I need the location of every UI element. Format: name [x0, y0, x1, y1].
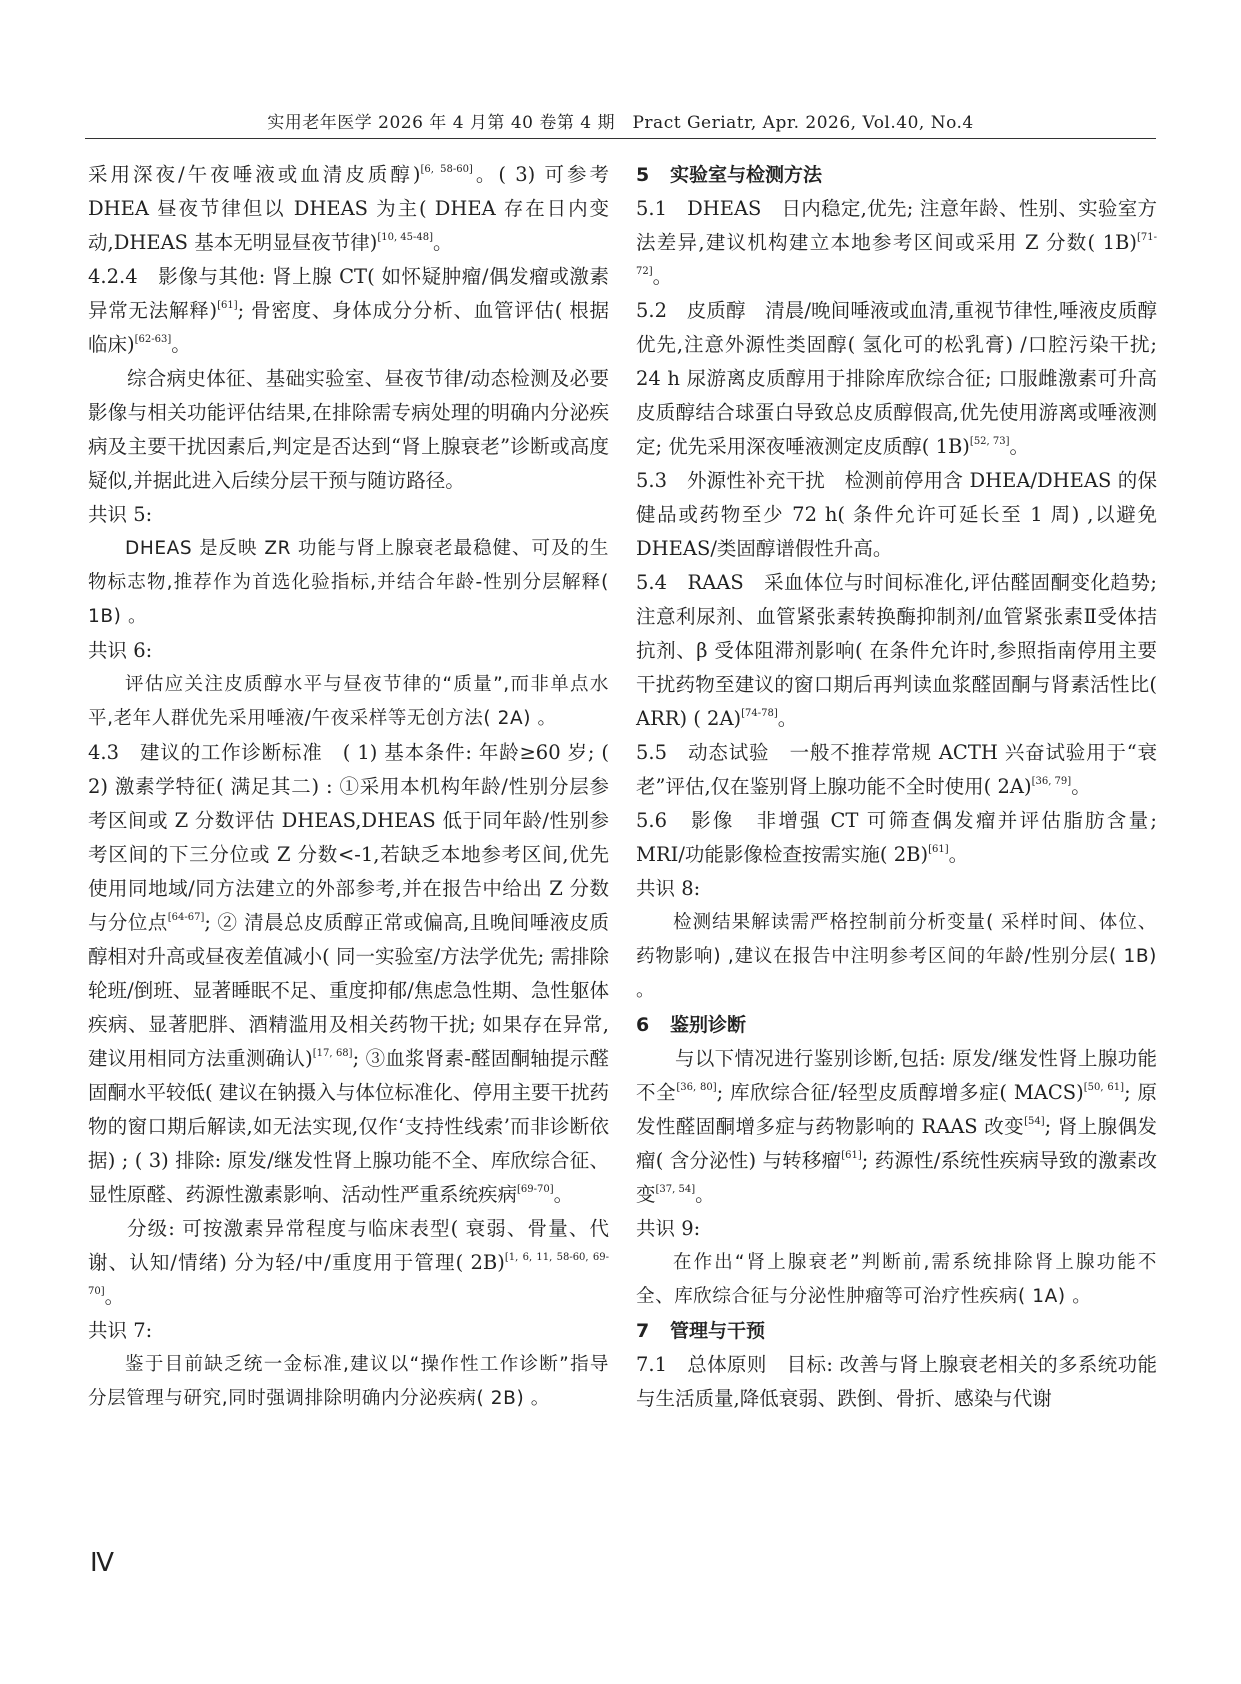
right-column — [636, 158, 1157, 1416]
citation: [52, 73] — [969, 436, 1010, 447]
subsection-heading: 5.2 皮质醇 — [636, 299, 766, 322]
citation: [1, 6, 11, 58-60, 69-70] — [88, 1252, 609, 1297]
paragraph-5-4: 5.4 RAAS 采血体位与时间标准化,评估醛固酮变化趋势; 注意利尿剂、血管紧张素转换酶抑制剂/血管紧张素Ⅱ受体拮抗剂、β 受体阻滞剂影响( 在条件允许时,参照指南停用主要干扰药物至建议的窗口期后再判读血浆醛固酮与肾素活性比( ARR) ( 2A)[74-78]。 — [636, 571, 1157, 730]
citation: [17, 68] — [312, 1048, 353, 1059]
subsection-heading: 5.6 影像 — [636, 809, 757, 832]
consensus-9-label: 共识 9: — [636, 1217, 701, 1240]
paragraph-7-1: 7.1 总体原则 目标: 改善与肾上腺衰老相关的多系统功能与生活质量,降低衰弱、跌倒、骨折、感染与代谢 — [636, 1353, 1157, 1410]
consensus-6-text: 评估应关注皮质醇水平与昼夜节律的“质量”,而非单点水平,老年人群优先采用唾液/午夜采样等无创方法( 2A) 。 — [88, 674, 609, 729]
paragraph-4-2-4: 4.2.4 影像与其他: 肾上腺 CT( 如怀疑肿瘤/偶发瘤或激素异常无法解释)[61]; 骨密度、身体成分分析、血管评估( 根据临床)[62-63]。 — [88, 265, 610, 356]
subsection-heading: 5.4 RAAS — [636, 571, 765, 594]
subsection-heading: 4.2.4 影像与其他: — [88, 265, 273, 288]
subsection-heading: 5.3 外源性补充干扰 — [636, 469, 845, 492]
citation: [50, 61] — [1083, 1082, 1125, 1093]
section-7-heading: 7 管理与干预 — [636, 1320, 766, 1342]
paragraph-continuation: 采用深夜/午夜唾液或血清皮质醇)[6, 58-60]。( 3) 可参考 DHEA 昼夜节律但以 DHEAS 为主( DHEA 存在日内变动,DHEAS 基本无明显昼夜节律)[10, 45-48]。 — [88, 163, 609, 254]
citation: [69-70] — [517, 1184, 554, 1195]
citation: [71-72] — [636, 232, 1157, 277]
citation: [74-78] — [741, 708, 778, 719]
paragraph-5-2: 5.2 皮质醇 清晨/晚间唾液或血清,重视节律性,唾液皮质醇优先,注意外源性类固醇( 氢化可的松乳膏) /口腔污染干扰; 24 h 尿游离皮质醇用于排除库欣综合征; 口服雌激素可升高皮质醇结合球蛋白导致总皮质醇假高,优先使用游离或唾液测定; 优先采用深夜唾液测定皮质醇( 1B)[52, 73]。 — [636, 299, 1158, 458]
paragraph-5-5: 5.5 动态试验 一般不推荐常规 ACTH 兴奋试验用于“衰老”评估,仅在鉴别肾上腺功能不全时使用( 2A)[36, 79]。 — [636, 741, 1157, 798]
citation: [54] — [1024, 1116, 1045, 1127]
consensus-7-label: 共识 7: — [88, 1319, 153, 1342]
consensus-6-label: 共识 6: — [88, 639, 153, 662]
consensus-5-label: 共识 5: — [88, 503, 153, 526]
section-6-heading: 6 鉴别诊断 — [636, 1014, 747, 1036]
consensus-5-text: DHEAS 是反映 ZR 功能与肾上腺衰老最稳健、可及的生物标志物,推荐作为首选化验指标,并结合年龄-性别分层解释( 1B) 。 — [88, 538, 609, 627]
header-rule — [85, 138, 1156, 139]
running-header: 实用老年医学 2026 年 4 月第 40 卷第 4 期 Pract Geriatr, Apr. 2026, Vol.40, No.4 — [267, 113, 974, 133]
citation: [61] — [217, 300, 238, 311]
consensus-7-text: 鉴于目前缺乏统一金标准,建议以“操作性工作诊断”指导分层管理与研究,同时强调排除明确内分泌疾病( 2B) 。 — [88, 1354, 609, 1409]
subsection-heading: 5.5 动态试验 — [636, 741, 790, 764]
citation: [36, 79] — [1031, 776, 1072, 787]
page-number: Ⅳ — [90, 1548, 114, 1577]
citation: [62-63] — [134, 334, 172, 345]
citation: [61] — [928, 844, 949, 855]
citation: [10, 45-48] — [377, 232, 434, 243]
paragraph-5-3: 5.3 外源性补充干扰 检测前停用含 DHEA/DHEAS 的保健品或药物至少 72 h( 条件允许可延长至 1 周) ,以避免 DHEAS/类固醇谱假性升高。 — [636, 469, 1157, 560]
left-column — [88, 158, 609, 1416]
paragraph-4-3: 4.3 建议的工作诊断标准 ( 1) 基本条件: 年龄≥60 岁; ( 2) 激素学特征( 满足其二) : ①采用本机构年龄/性别分层参考区间或 Z 分数评估 DHEAS,DHEAS 低于同年龄/性别参考区间的下三分位或 Z 分数<-1,若缺乏本地参考区间,优先使用同地域/同方法建立的外部参考,并在报告中给出 Z 分数与分位点[64-67]; ② 清晨总皮质醇正常或偏高,且晚间唾液皮质醇相对升高或昼夜差值减小( 同一实验室/方法学优先; 需排除轮班/倒班、显著睡眠不足、重度抑郁/焦虑急性期、急性躯体疾病、显著肥胖、酒精滥用及相关药物干扰; 如果存在异常,建议用相同方法重测确认)[17, 68]; ③血浆肾素-醛固酮轴提示醛固酮水平较低( 建议在钠摄入与体位标准化、停用主要干扰药物的窗口期后解读,如无法实现,仅作‘支持性线索’而非诊断依据) ; ( 3) 排除: 原发/继发性肾上腺功能不全、库欣综合征、显性原醛、药源性激素影响、活动性严重系统疾病[69-70]。 — [88, 741, 610, 1206]
subsection-heading: 5.1 DHEAS — [636, 197, 782, 220]
citation: [61] — [841, 1150, 862, 1161]
paragraph-5-1: 5.1 DHEAS 日内稳定,优先; 注意年龄、性别、实验室方法差异,建议机构建立本地参考区间或采用 Z 分数( 1B)[71-72]。 — [636, 197, 1158, 288]
subsection-heading: 4.3 建议的工作诊断标准 — [88, 741, 343, 764]
consensus-9-text: 在作出“肾上腺衰老”判断前,需系统排除肾上腺功能不全、库欣综合征与分泌性肿瘤等可治疗性疾病( 1A) 。 — [636, 1252, 1157, 1307]
subsection-heading: 7.1 总体原则 — [636, 1353, 787, 1376]
paragraph-differential: 与以下情况进行鉴别诊断,包括: 原发/继发性肾上腺功能不全[36, 80]; 库欣综合征/轻型皮质醇增多症( MACS)[50, 61]; 原发性醛固酮增多症与药物影响的 RAAS 改变[54]; 肾上腺偶发瘤( 含分泌性) 与转移瘤[61]; 药源性/系统性疾病导致的激素改变[37, 54]。 — [636, 1047, 1157, 1206]
paragraph-grading: 分级: 可按激素异常程度与临床表型( 衰弱、骨量、代谢、认知/情绪) 分为轻/中/重度用于管理( 2B)[1, 6, 11, 58-60, 69-70]。 — [88, 1217, 609, 1308]
section-5-heading: 5 实验室与检测方法 — [636, 164, 823, 186]
citation: [36, 80] — [676, 1082, 717, 1093]
citation: [64-67] — [167, 912, 205, 923]
consensus-8-text: 检测结果解读需严格控制前分析变量( 采样时间、体位、药物影响) ,建议在报告中注明参考区间的年龄/性别分层( 1B) 。 — [636, 912, 1157, 1001]
citation: [6, 58-60] — [420, 164, 473, 175]
citation: [37, 54] — [655, 1184, 696, 1195]
paragraph-5-6: 5.6 影像 非增强 CT 可筛查偶发瘤并评估脂肪含量; MRI/功能影像检查按需实施( 2B)[61]。 — [636, 809, 1157, 866]
paragraph-summary: 综合病史体征、基础实验室、昼夜节律/动态检测及必要影像与相关功能评估结果,在排除需专病处理的明确内分泌疾病及主要干扰因素后,判定是否达到“肾上腺衰老”诊断或高度疑似,并据此进入后续分层干预与随访路径。 — [88, 367, 609, 492]
consensus-8-label: 共识 8: — [636, 877, 701, 900]
